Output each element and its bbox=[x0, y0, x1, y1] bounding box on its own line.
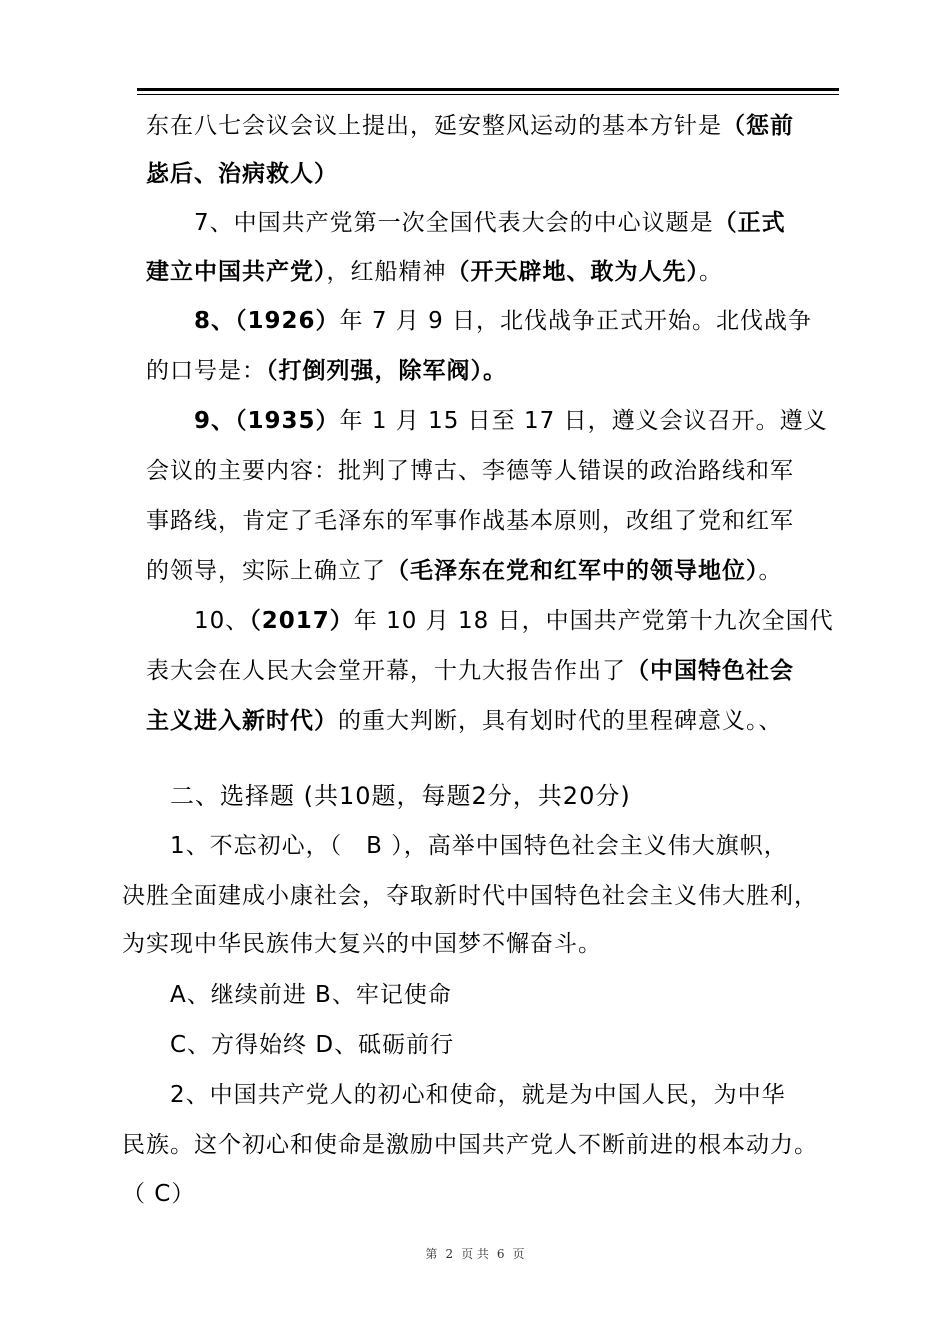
footer-suffix: 页 bbox=[512, 1247, 525, 1261]
header-rule-thin bbox=[137, 94, 839, 95]
question-line: 决胜全面建成小康社会，夺取新时代中国特色社会主义伟大胜利， bbox=[122, 883, 818, 909]
text-line: 10、（2017）年 10 月 18 日，中国共产党第十九次全国代 bbox=[194, 608, 834, 634]
answer-options: C、方得始终 D、砥砺前行 bbox=[170, 1032, 455, 1058]
header-rule-thick bbox=[137, 88, 839, 91]
text-line: 的领导，实际上确立了（毛泽东在党和红军中的领导地位）。 bbox=[146, 558, 783, 584]
question-line: 1、不忘初心，（ B ），高举中国特色社会主义伟大旗帜， bbox=[170, 833, 788, 859]
text-line: 会议的主要内容：批判了博古、李德等人错误的政治路线和军 bbox=[146, 458, 794, 484]
footer-page-number: 2 bbox=[445, 1247, 454, 1261]
text-line: 东在八七会议会议上提出，延安整风运动的基本方针是（惩前 bbox=[146, 113, 794, 139]
text-line: 7、中国共产党第一次全国代表大会的中心议题是（正式 bbox=[194, 210, 786, 236]
text-line: 的口号是：（打倒列强，除军阀）。 bbox=[146, 358, 507, 384]
footer-prefix: 第 bbox=[425, 1247, 438, 1261]
question-line: 为实现中华民族伟大复兴的中国梦不懈奋斗。 bbox=[122, 931, 602, 957]
text-line: 建立中国共产党），红船精神（开天辟地、敢为人先）。 bbox=[146, 259, 723, 285]
text-line: 主义进入新时代）的重大判断，具有划时代的里程碑意义。、 bbox=[146, 708, 783, 734]
text-line: 9、（1935）年 1 月 15 日至 17 日，遵义会议召开。遵义 bbox=[194, 408, 828, 434]
section-heading: 二、选择题 (共10题，每题2分，共20分) bbox=[170, 782, 631, 810]
text-line: 毖后、治病救人） bbox=[146, 161, 338, 187]
text-line: 表大会在人民大会堂开幕，十九大报告作出了（中国特色社会 bbox=[146, 658, 794, 684]
footer-mid: 页 共 bbox=[461, 1247, 489, 1261]
question-line: 2、中国共产党人的初心和使命，就是为中国人民，为中华 bbox=[170, 1082, 786, 1108]
footer-total-pages: 6 bbox=[496, 1247, 505, 1261]
text-line: 事路线，肯定了毛泽东的军事作战基本原则，改组了党和红军 bbox=[146, 508, 794, 534]
question-answer: （ C） bbox=[122, 1181, 196, 1207]
question-line: 民族。这个初心和使命是激励中国共产党人不断前进的根本动力。 bbox=[122, 1132, 818, 1158]
text-line: 8、（1926）年 7 月 9 日，北伐战争正式开始。北伐战争 bbox=[194, 308, 813, 334]
page-footer bbox=[0, 1245, 950, 1262]
answer-options: A、继续前进 B、牢记使命 bbox=[170, 982, 452, 1008]
